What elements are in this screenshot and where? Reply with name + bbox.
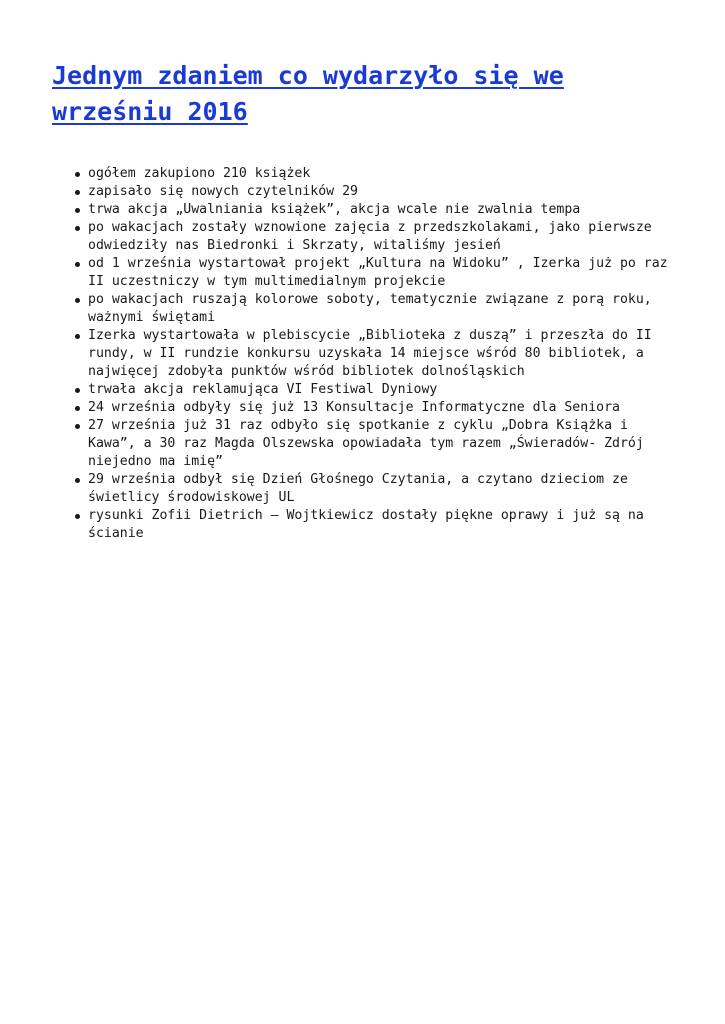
bullet-icon: [75, 172, 80, 177]
list-item: [88, 165, 672, 183]
list-item-text: 24 września odbyły się już 13 Konsultacje Informatyczne dla Seniora: [88, 400, 620, 415]
list-item-text: zapisało się nowych czytelników 29: [88, 184, 358, 199]
list-item: [88, 471, 672, 507]
article-title-link[interactable]: Jednym zdaniem co wydarzyło się we wrześniu 2016: [52, 61, 564, 126]
list-item: [88, 255, 672, 291]
bullet-icon: [75, 334, 80, 339]
list-item-text: po wakacjach ruszają kolorowe soboty, tematycznie związane z porą roku, ważnymi świętami: [88, 292, 652, 325]
list-item-text: 29 września odbył się Dzień Głośnego Czytania, a czytano dzieciom ze świetlicy środowiskowej UL: [88, 472, 628, 505]
list-item-text: 27 września już 31 raz odbyło się spotkanie z cyklu „Dobra Książka i Kawa”, a 30 raz Magda Olszewska opowiadała tym razem „Świeradów- Zdrój niejedno ma imię”: [88, 418, 644, 469]
list-item: [88, 417, 672, 471]
list-item-text: po wakacjach zostały wznowione zajęcia z przedszkolakami, jako pierwsze odwiedziły nas Biedronki i Skrzaty, witaliśmy jesień: [88, 220, 652, 253]
bullet-icon: [75, 478, 80, 483]
bullet-icon: [75, 406, 80, 411]
list-item-text: od 1 września wystartował projekt „Kultura na Widoku” , Izerka już po raz II uczestniczy w tym multimedialnym projekcie: [88, 256, 668, 289]
list-item: [88, 327, 672, 381]
list-item-text: trwała akcja reklamująca VI Festiwal Dyniowy: [88, 382, 438, 397]
list-item-text: trwa akcja „Uwalniania książek”, akcja wcale nie zwalnia tempa: [88, 202, 581, 217]
article-title: [52, 58, 672, 130]
list-item: [88, 291, 672, 327]
bullet-icon: [75, 298, 80, 303]
bullet-icon: [75, 190, 80, 195]
list-item-text: Izerka wystartowała w plebiscycie „Biblioteka z duszą” i przeszła do II rundy, w II rundzie konkursu uzyskała 14 miejsce wśród 80 bibliotek, a najwięcej zdobyła punktów wśród bibliotek dolnośląskich: [88, 328, 652, 379]
list-item-text: ogółem zakupiono 210 książek: [88, 166, 311, 181]
events-list: [52, 165, 672, 543]
bullet-icon: [75, 262, 80, 267]
bullet-icon: [75, 226, 80, 231]
bullet-icon: [75, 208, 80, 213]
bullet-icon: [75, 388, 80, 393]
bullet-icon: [75, 424, 80, 429]
list-item-text: rysunki Zofii Dietrich – Wojtkiewicz dostały piękne oprawy i już są na ścianie: [88, 508, 644, 541]
article: [52, 58, 672, 543]
list-item: [88, 381, 672, 399]
list-item: [88, 183, 672, 201]
list-item: [88, 219, 672, 255]
list-item: [88, 507, 672, 543]
bullet-icon: [75, 514, 80, 519]
list-item: [88, 399, 672, 417]
list-item: [88, 201, 672, 219]
